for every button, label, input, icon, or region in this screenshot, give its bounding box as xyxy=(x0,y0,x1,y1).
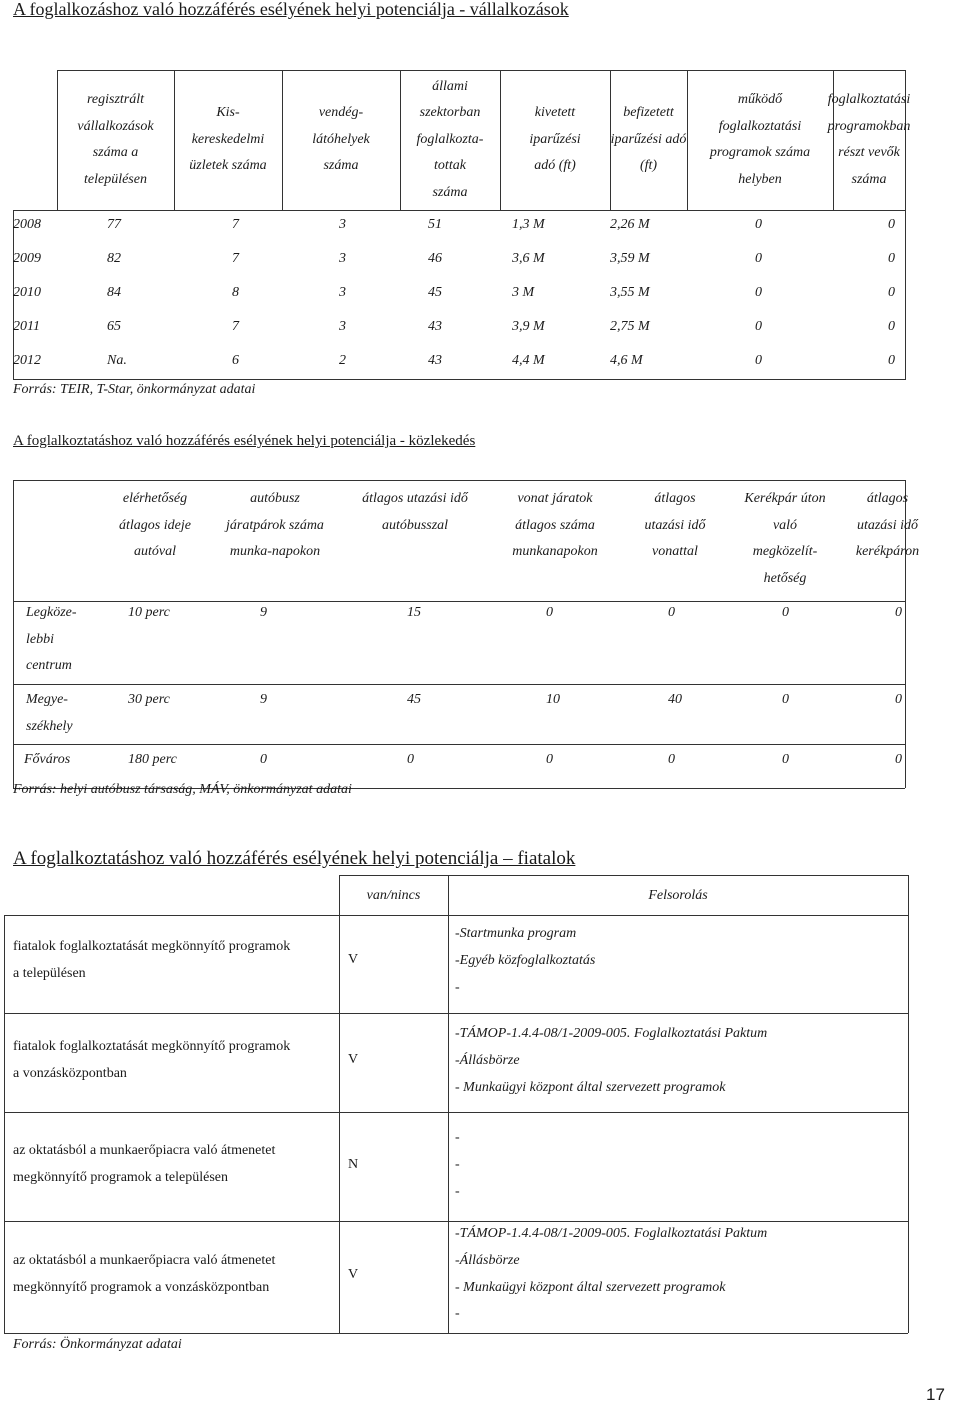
header-text-line: vállalkozások xyxy=(77,118,154,134)
table-cell: 2 xyxy=(339,353,346,368)
header-text-line: átlagos xyxy=(866,491,909,506)
source-note-kozlekedes: Forrás: helyi autóbusz társaság, MÁV, önkormányzat adatai xyxy=(13,782,352,797)
felsorolas-item-line: -Állásbörze xyxy=(455,1052,520,1068)
table-kozlekedes-col-header xyxy=(105,486,205,566)
header-text-line: állami xyxy=(432,78,468,94)
table-kozlekedes-col-header xyxy=(845,486,930,566)
section-title-fiatalok: A foglalkoztatáshoz való hozzáférés esélyének helyi potenciálja – fiatalok xyxy=(13,848,576,869)
table-cell: 0 xyxy=(888,319,895,334)
table-cell: 0 xyxy=(782,752,789,767)
table-vallalkozasok-col-header xyxy=(500,70,610,210)
col-header-felsorolas: Felsorolás xyxy=(648,888,708,903)
table-cell: 0 xyxy=(755,217,762,232)
table-cell: 0 xyxy=(888,353,895,368)
header-text-line: részt vevők xyxy=(838,145,900,160)
header-text-line: befizetett xyxy=(623,105,674,121)
row-label-line: Főváros xyxy=(24,752,71,767)
header-text-line: helyben xyxy=(738,171,782,187)
table-cell: 0 xyxy=(888,217,895,232)
row-label-line: a vonzásközpontban xyxy=(13,1065,127,1081)
table-cell: 43 xyxy=(428,319,442,334)
row-label-line: fiatalok foglalkoztatását megkönnyítő programok xyxy=(13,1039,291,1054)
row-year: 2008 xyxy=(13,217,41,232)
felsorolas-item-line: -Egyéb közfoglalkoztatás xyxy=(455,952,596,968)
felsorolas-item-line: - Munkaügyi központ által szervezett programok xyxy=(455,1279,726,1295)
header-text-line: átlagos száma xyxy=(515,517,595,533)
table-cell: 0 xyxy=(888,251,895,266)
header-text-line: munkanapokon xyxy=(512,544,598,559)
felsorolas-item-line: -TÁMOP-1.4.4-08/1-2009-005. Foglalkoztatási Paktum xyxy=(455,1226,768,1241)
row-label-line: székhely xyxy=(26,718,73,734)
header-text-line: kerékpáron xyxy=(855,544,920,559)
table-cell: 0 xyxy=(888,285,895,300)
table-kozlekedes-col-header xyxy=(485,486,625,566)
header-text-line: programok száma xyxy=(709,145,811,160)
table-cell: 0 xyxy=(260,752,267,767)
row-label-line: Megye- xyxy=(26,692,68,707)
header-text-line: átlagos utazási idő xyxy=(362,491,468,506)
header-text-line: utazási idő xyxy=(644,517,706,533)
table-cell: 3 xyxy=(339,217,346,232)
table-vallalkozasok-col-header xyxy=(827,70,911,210)
header-text-line: foglalkoztatási xyxy=(718,118,802,134)
table-cell: 10 xyxy=(546,692,560,707)
table-vallalkozasok-col-header xyxy=(57,70,174,210)
header-text-line: (ft) xyxy=(639,158,658,174)
table-kozlekedes-col-header xyxy=(345,486,485,539)
table-cell: 3 xyxy=(339,251,346,266)
table-cell: 7 xyxy=(232,251,239,266)
header-text xyxy=(189,100,266,180)
table-cell: 40 xyxy=(668,692,682,707)
row-year: 2009 xyxy=(13,251,41,266)
van-nincs-value: V xyxy=(348,952,359,967)
row-label xyxy=(26,600,77,680)
table-cell: 51 xyxy=(428,217,442,232)
table-cell: 0 xyxy=(895,605,902,620)
row-label xyxy=(13,1248,275,1302)
table-cell: 65 xyxy=(107,319,121,334)
van-nincs-value: V xyxy=(348,1267,359,1282)
table-cell: 180 perc xyxy=(128,752,177,767)
header-text-line: adó (ft) xyxy=(534,158,576,174)
row-label-line: lebbi xyxy=(26,631,54,647)
felsorolas-item-line: - xyxy=(455,1130,460,1145)
header-text-line: megközelít- xyxy=(752,544,818,559)
felsorolas-item-line: -Startmunka program xyxy=(455,926,577,941)
row-label-line: centrum xyxy=(26,658,72,673)
row-label-line: megkönnyítő programok a vonzásközpontban xyxy=(13,1279,270,1295)
table-cell: Na. xyxy=(107,353,127,368)
section-title-vallalkozasok: A foglalkozáshoz való hozzáférés esélyének helyi potenciálja - vállalkozások xyxy=(13,0,569,19)
table-vallalkozasok-col-header xyxy=(610,70,687,210)
header-text-line: foglalkozta- xyxy=(416,131,484,147)
table-cell: 3 M xyxy=(512,285,535,300)
header-text-line: száma xyxy=(851,171,887,187)
header-text-line: szektorban xyxy=(419,105,481,121)
table-kozlekedes-col-header xyxy=(205,486,345,566)
table-cell: 4,6 M xyxy=(610,353,643,368)
felsorolas-item-line: -TÁMOP-1.4.4-08/1-2009-005. Foglalkoztatási Paktum xyxy=(455,1026,768,1041)
header-text-line: látóhelyek xyxy=(312,131,370,147)
header-text-line: Kis- xyxy=(216,105,240,121)
header-text xyxy=(611,100,687,180)
table-kozlekedes-col-header xyxy=(725,486,845,592)
header-text-line: foglalkoztatási xyxy=(827,92,911,107)
table-cell: 3,59 M xyxy=(610,251,650,266)
van-nincs-value: V xyxy=(348,1052,359,1067)
table-cell: 7 xyxy=(232,217,239,232)
header-text-line: működő xyxy=(737,92,783,107)
table-vallalkozasok-col-header xyxy=(687,70,833,210)
felsorolas-item-line: - Munkaügyi központ által szervezett programok xyxy=(455,1079,726,1095)
row-label xyxy=(13,934,290,988)
row-label-line: az oktatásból a munkaerőpiacra való átmenetet xyxy=(13,1143,276,1158)
table-cell: 3 xyxy=(339,285,346,300)
row-label-line: fiatalok foglalkoztatását megkönnyítő programok xyxy=(13,939,291,954)
table-cell: 0 xyxy=(755,353,762,368)
source-note-fiatalok: Forrás: Önkormányzat adatai xyxy=(13,1337,182,1352)
header-text-line: iparűzési adó xyxy=(610,131,687,147)
felsorolas-item-line: - xyxy=(455,1306,460,1322)
van-nincs-value: N xyxy=(348,1157,359,1172)
header-text-line: járatpárok száma xyxy=(226,517,324,533)
felsorolas-item-line: - xyxy=(455,979,460,995)
header-text xyxy=(529,100,580,180)
header-text-line: településen xyxy=(84,171,147,187)
table-cell: 0 xyxy=(782,692,789,707)
table-cell: 0 xyxy=(755,251,762,266)
header-text-line: autóbusz xyxy=(250,491,300,506)
table-cell: 0 xyxy=(755,319,762,334)
row-label-line: Legköze- xyxy=(26,605,77,620)
table-cell: 0 xyxy=(546,752,553,767)
table-cell: 9 xyxy=(260,605,267,620)
table-cell: 0 xyxy=(782,605,789,620)
page-number: 17 xyxy=(926,1385,945,1404)
felsorolas-list xyxy=(455,1125,460,1205)
header-text-line: száma xyxy=(432,184,468,200)
table-cell: 15 xyxy=(407,605,421,620)
header-text-line: hetőség xyxy=(763,570,807,586)
felsorolas-item-line: -Állásbörze xyxy=(455,1252,520,1268)
table-vallalkozasok-col-header xyxy=(174,70,282,210)
source-note-vallalkozasok: Forrás: TEIR, T-Star, önkormányzat adatai xyxy=(13,382,256,397)
table-cell: 6 xyxy=(232,353,239,368)
table-cell: 0 xyxy=(895,692,902,707)
table-cell: 30 perc xyxy=(128,692,170,707)
header-text xyxy=(417,74,484,207)
table-cell: 46 xyxy=(428,251,442,266)
felsorolas-list xyxy=(455,1221,767,1328)
header-text-line: iparűzési xyxy=(529,131,581,147)
table-cell: 3 xyxy=(339,319,346,334)
table-cell: 9 xyxy=(260,692,267,707)
header-text-line: tottak xyxy=(434,158,466,174)
header-text-line: átlagos ideje xyxy=(119,517,191,533)
table-cell: 84 xyxy=(107,285,121,300)
row-label-line: megkönnyítő programok a településen xyxy=(13,1169,228,1185)
row-label-line: az oktatásból a munkaerőpiacra való átmenetet xyxy=(13,1253,276,1268)
table-cell: 45 xyxy=(407,692,421,707)
col-header-van-nincs: van/nincs xyxy=(366,888,421,903)
header-text-line: autóval xyxy=(134,544,176,559)
header-text xyxy=(312,100,370,180)
header-text-line: regisztrált xyxy=(86,92,145,107)
row-label xyxy=(26,687,73,740)
felsorolas-list xyxy=(455,921,595,1001)
table-cell: 43 xyxy=(428,353,442,368)
row-year: 2011 xyxy=(13,319,40,334)
row-year: 2010 xyxy=(13,285,41,300)
table-kozlekedes-col-header xyxy=(625,486,725,566)
table-cell: 10 perc xyxy=(128,605,170,620)
table-cell: 2,26 M xyxy=(610,217,650,232)
table-cell: 4,4 M xyxy=(512,353,545,368)
row-year: 2012 xyxy=(13,353,41,368)
table-cell: 77 xyxy=(107,217,121,232)
header-text-line: elérhetőség xyxy=(122,491,188,506)
header-text-line: munka-napokon xyxy=(229,544,321,559)
felsorolas-item-line: - xyxy=(455,1183,460,1199)
table-cell: 3,9 M xyxy=(512,319,545,334)
header-text-line: kereskedelmi xyxy=(191,131,265,147)
table-cell: 1,3 M xyxy=(512,217,545,232)
header-text xyxy=(77,87,153,193)
table-vallalkozasok-col-header xyxy=(400,70,500,210)
header-text-line: való xyxy=(772,517,798,533)
header-text-line: kivetett xyxy=(534,105,576,121)
felsorolas-item-line: - xyxy=(455,1156,460,1172)
header-text-line: száma a xyxy=(92,145,139,160)
table-cell: 8 xyxy=(232,285,239,300)
table-cell: 3,55 M xyxy=(610,285,650,300)
header-text-line: vonattal xyxy=(652,544,698,559)
felsorolas-list xyxy=(455,1021,767,1101)
header-text-line: autóbusszal xyxy=(381,517,449,533)
table-vallalkozasok-col-header xyxy=(282,70,400,210)
header-text xyxy=(828,87,911,193)
section-title-kozlekedes: A foglalkoztatáshoz való hozzáférés esélyének helyi potenciálja - közlekedés xyxy=(13,433,476,449)
header-text-line: programokban xyxy=(827,118,911,134)
header-text-line: üzletek száma xyxy=(189,158,267,174)
table-cell: 0 xyxy=(546,605,553,620)
header-text xyxy=(710,87,810,193)
header-text-line: vonat járatok xyxy=(517,491,593,506)
header-text-line: Kerékpár úton xyxy=(744,491,826,506)
table-cell: 82 xyxy=(107,251,121,266)
table-cell: 0 xyxy=(668,605,675,620)
table-cell: 0 xyxy=(668,752,675,767)
table-cell: 0 xyxy=(407,752,414,767)
header-text-line: vendég- xyxy=(318,105,364,121)
table-cell: 45 xyxy=(428,285,442,300)
table-cell: 7 xyxy=(232,319,239,334)
table-cell: 0 xyxy=(755,285,762,300)
table-cell: 0 xyxy=(895,752,902,767)
table-cell: 2,75 M xyxy=(610,319,650,334)
header-text-line: utazási idő xyxy=(856,517,919,533)
header-text-line: átlagos xyxy=(654,491,696,506)
row-label xyxy=(13,1034,290,1088)
table-cell: 3,6 M xyxy=(512,251,545,266)
row-label xyxy=(24,747,70,774)
row-label-line: a településen xyxy=(13,965,86,981)
row-label xyxy=(13,1138,275,1192)
header-text-line: száma xyxy=(323,158,359,174)
